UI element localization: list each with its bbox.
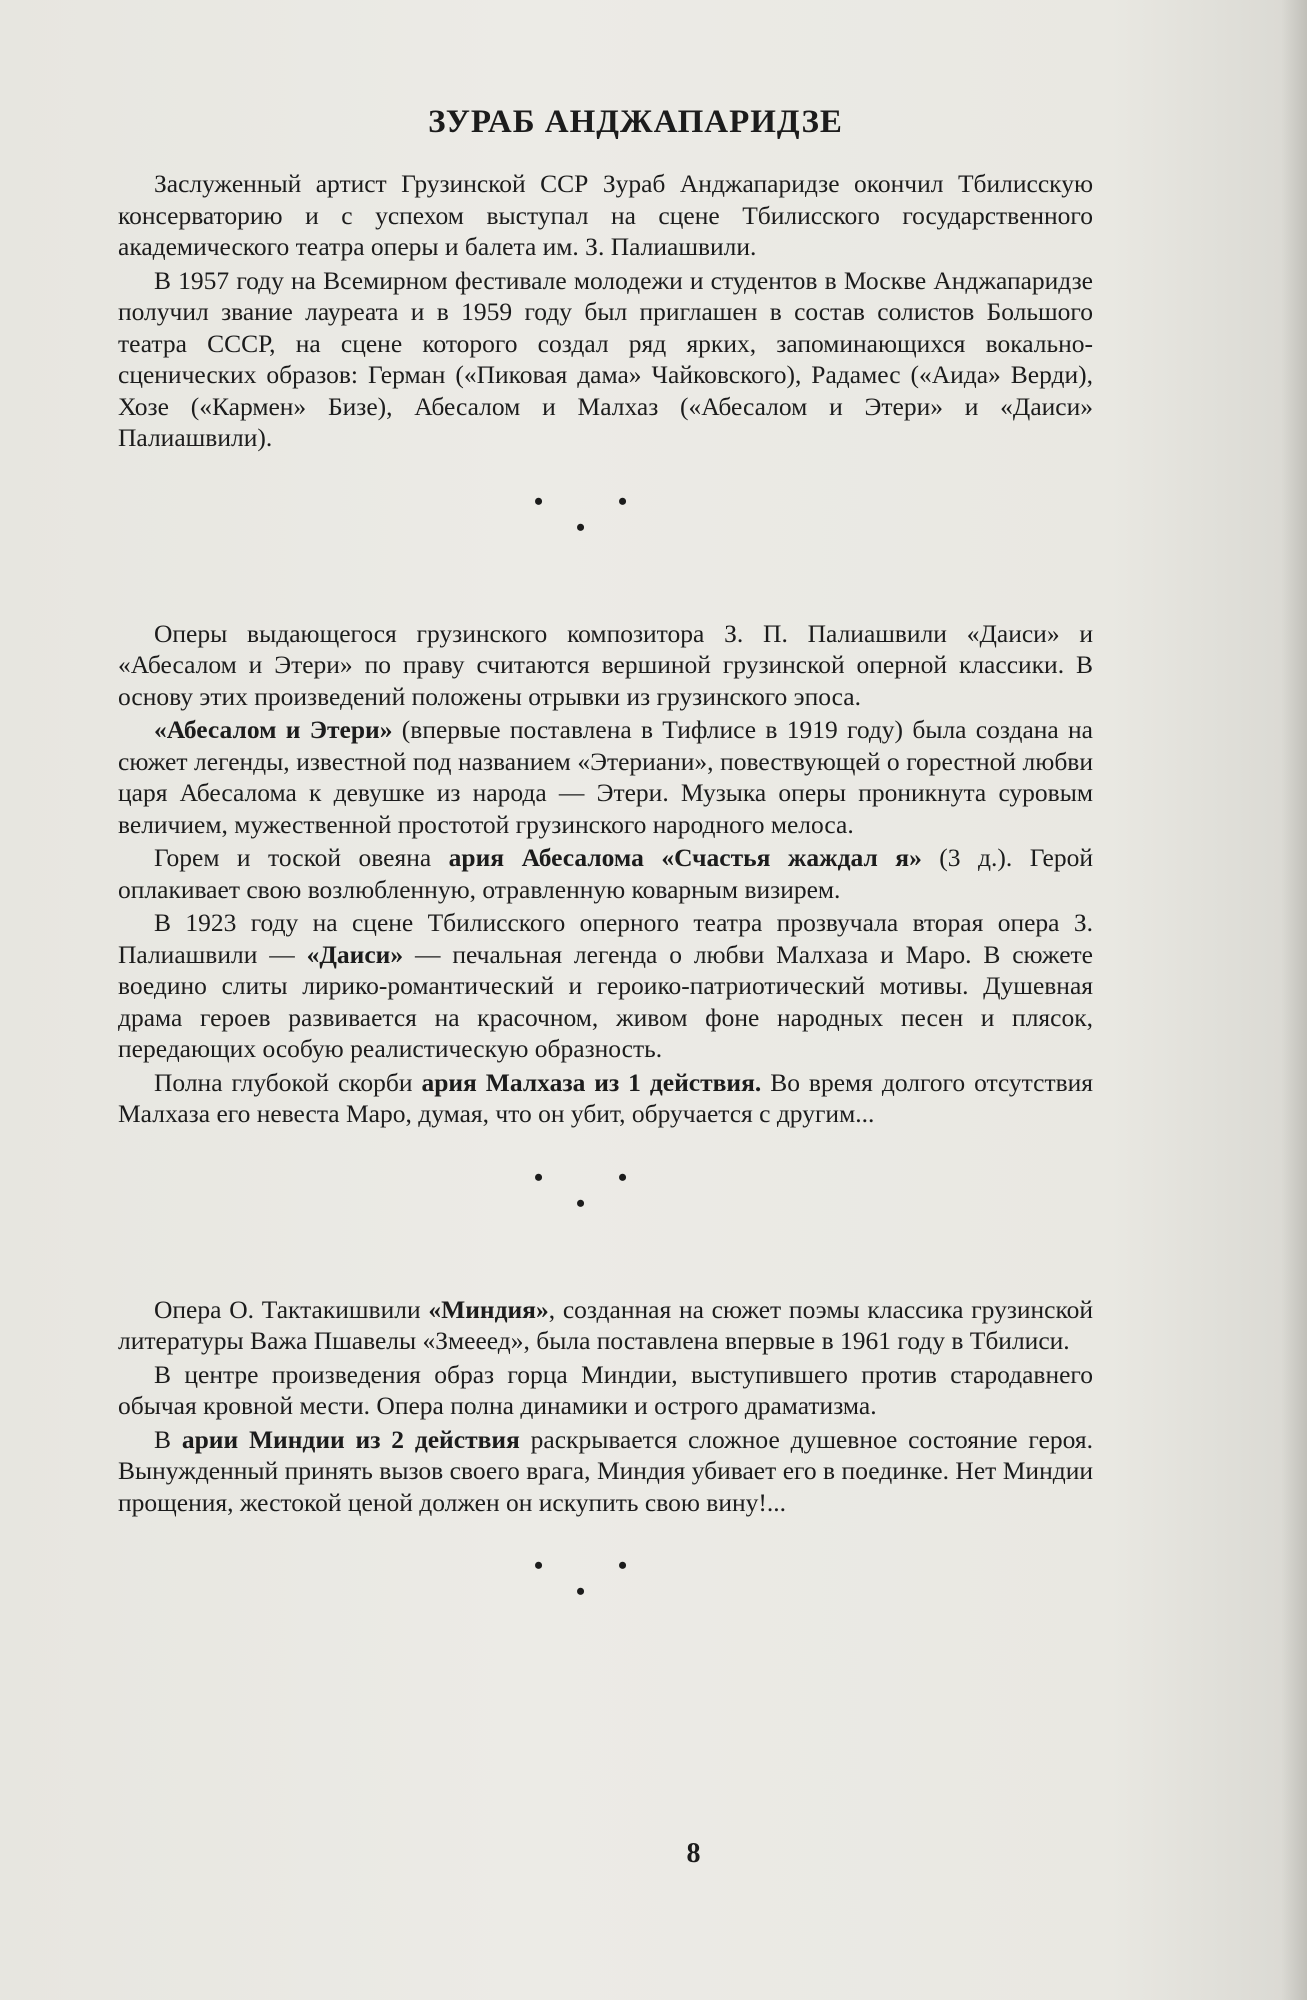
page-content xyxy=(118,102,1093,1682)
separator-dot: • xyxy=(618,486,628,516)
text-segment: раскрывается сложное душевное состояние героя. Вынужденный принять вызов своего врага, Миндия убивает его в поединке. Нет Миндии прощения, жестокой ценой должен он искупить свою вину!... xyxy=(118,1424,1093,1517)
bold-text-segment: «Абесалом и Этери» xyxy=(154,715,393,744)
text-segment: В центре произведения образ горца Миндии, выступившего против стародавнего обычая кровной мести. Опера полна динамики и острого драматизма. xyxy=(118,1359,1093,1420)
paragraph-mindia-aria xyxy=(118,1424,1093,1519)
bold-text-segment: арии Миндии из 2 действия xyxy=(181,1424,520,1454)
text-segment: , созданная на сюжет поэмы классика грузинской литературы Важа Пшавелы «Змееед», была поставлена впервые в 1961 году в Тбилиси. xyxy=(118,1294,1093,1355)
paragraph-biography-2 xyxy=(118,265,1093,454)
section-separator xyxy=(118,486,1093,548)
paragraph-mindia-intro xyxy=(118,1294,1093,1357)
section-separator xyxy=(118,1162,1093,1224)
separator-dot: • xyxy=(576,1577,586,1606)
separator-dot: • xyxy=(576,1188,586,1218)
text-segment: — печальная легенда о любви Малхаза и Маро. В сюжете воедино слиты лирико-романтический и героико-патриотический мотивы. Душевная драма героев развивается на красочном, живом фоне народных песен и плясок, передающих особую реалистическую образность. xyxy=(118,939,1093,1063)
separator-dot: • xyxy=(534,1162,544,1192)
page-title: ЗУРАБ АНДЖАПАРИДЗЕ xyxy=(428,104,843,140)
separator-dot: • xyxy=(576,512,586,542)
text-segment: Горем и тоской овеяна xyxy=(154,843,449,872)
paragraph-mindia-plot xyxy=(118,1359,1093,1422)
paragraph-abesalom-aria xyxy=(118,842,1093,905)
separator-dot: • xyxy=(618,1162,628,1192)
text-segment: В xyxy=(154,1424,182,1454)
text-segment: В 1923 году на сцене Тбилисского оперного театра прозвучала вторая опера З. Палиашвили — xyxy=(118,908,1093,969)
text-segment: В 1957 году на Всемирном фестивале молодежи и студентов в Москве Анджапаридзе получил звание лауреата и в 1959 году был приглашен в состав солистов Большого театра СССР, на сцене которого создал ряд ярких, запоминающихся вокально-сценических образов: Герман («Пиковая дама» Чайковского), Радамес («Аида» Верди), Хозе («Кармен» Бизе), Абесалом и Малхаз («Абесалом и Этери» и «Даиси» Палиашвили). xyxy=(118,265,1093,452)
bold-text-segment: «Миндия» xyxy=(428,1294,549,1324)
separator-dot: • xyxy=(618,1551,628,1580)
bold-text-segment: ария Абесалома «Счастья жаждал я» xyxy=(448,843,922,872)
text-segment: (3 д.). Герой оплакивает свою возлюбленную, отравленную коварным визирем. xyxy=(118,843,1093,904)
text-segment: Полна глубокой скорби xyxy=(154,1067,422,1097)
paragraph-paliashvili-intro xyxy=(118,618,1093,713)
bold-text-segment: «Даиси» xyxy=(306,939,404,969)
paragraph-daisi xyxy=(118,907,1093,1065)
text-segment: Во время долгого отсутствия Малхаза его невеста Маро, думая, что он убит, обручается с другим... xyxy=(118,1067,1093,1128)
section-separator xyxy=(118,1551,1093,1612)
paragraph-malkhaz-aria xyxy=(118,1067,1093,1130)
separator-dot: • xyxy=(534,1551,544,1580)
paragraph-biography-1 xyxy=(118,168,1093,263)
page-edge-shadow xyxy=(1281,0,1307,2000)
text-segment: (впервые поставлена в Тифлисе в 1919 году) была создана на сюжет легенды, известной под названием «Этериани», повествующей о горестной любви царя Абесалома к девушке из народа — Этери. Музыка оперы проникнута суровым величием, мужественной простотой грузинского народного мелоса. xyxy=(118,715,1093,839)
page-number: 8 xyxy=(686,1838,701,1869)
text-segment: Оперы выдающегося грузинского композитора З. П. Палиашвили «Даиси» и «Абесалом и Этери» по праву считаются вершиной грузинской оперной классики. В основу этих произведений положены отрывки из грузинского эпоса. xyxy=(118,618,1093,711)
paragraph-abesalom-eteri xyxy=(118,714,1093,840)
text-segment: Опера О. Тактакишвили xyxy=(154,1294,429,1324)
bold-text-segment: ария Малхаза из 1 действия. xyxy=(421,1067,762,1097)
text-segment: Заслуженный артист Грузинской ССР Зураб Анджапаридзе окончил Тбилисскую консерваторию и с успехом выступал на сцене Тбилисского государственного академического театра оперы и балета им. З. Палиашвили. xyxy=(118,169,1093,261)
separator-dot: • xyxy=(534,486,544,516)
